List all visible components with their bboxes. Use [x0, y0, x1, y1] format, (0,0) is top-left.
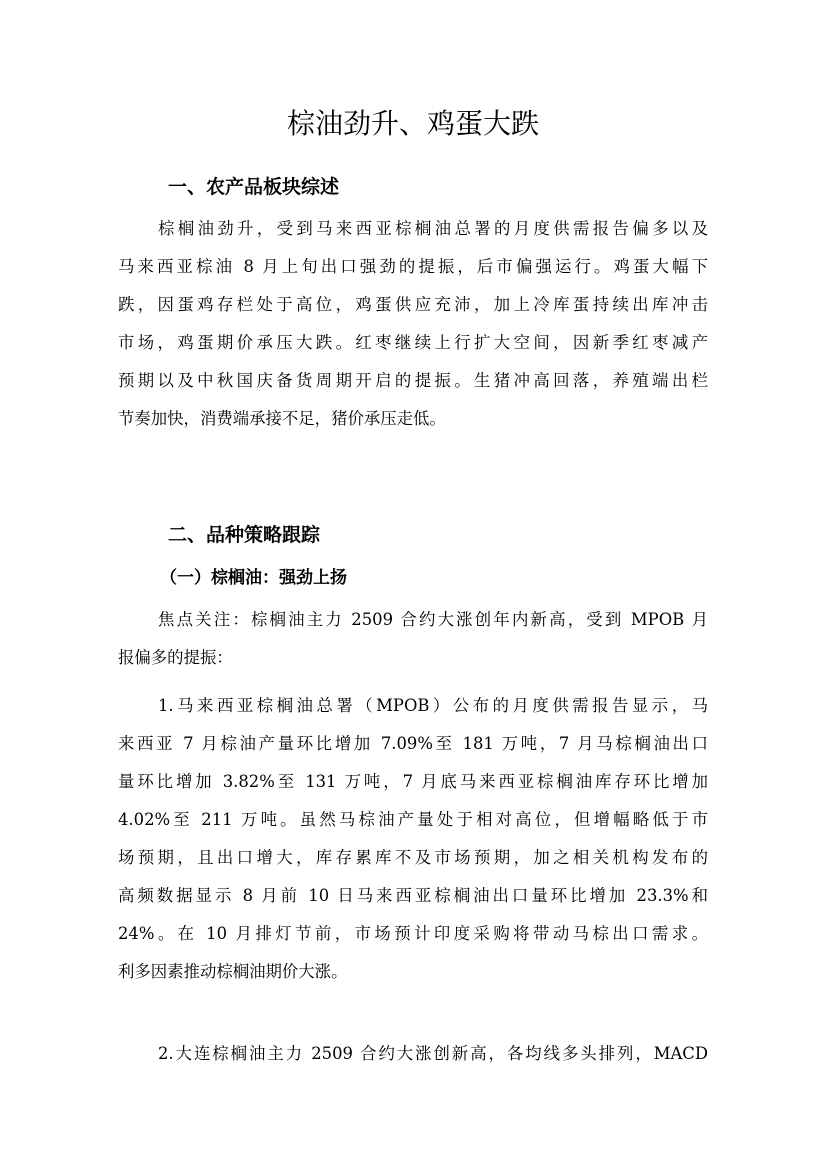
paragraph-line: 马来西亚棕油 8 月上旬出口强劲的提振，后市偏强运行。鸡蛋大幅下 — [118, 257, 708, 276]
paragraph-line: 24%。在 10 月排灯节前，市场预计印度采购将带动马棕出口需求。 — [118, 924, 708, 943]
paragraph-line: 4.02%至 211 万吨。虽然马棕油产量处于相对高位，但增幅略低于市 — [118, 810, 708, 829]
paragraph-line: 跌，因蛋鸡存栏处于高位，鸡蛋供应充沛，加上冷库蛋持续出库冲击 — [118, 295, 708, 314]
paragraph-line: 预期以及中秋国庆备货周期开启的提振。生猪冲高回落，养殖端出栏 — [118, 371, 708, 390]
paragraph-line: 量环比增加 3.82%至 131 万吨，7 月底马来西亚棕榈油库存环比增加 — [118, 772, 708, 791]
paragraph-line: 报偏多的提振： — [118, 648, 233, 667]
section-heading-strategy: 二、品种策略跟踪 — [168, 524, 321, 546]
focus-paragraph — [118, 601, 708, 677]
paragraph-line: 2.大连棕榈油主力 2509 合约大涨创新高，各均线多头排列，MACD — [158, 1044, 708, 1063]
paragraph-line: 棕榈油劲升，受到马来西亚棕榈油总署的月度供需报告偏多以及 — [158, 219, 708, 238]
document-title: 棕油劲升、鸡蛋大跌 — [286, 107, 539, 140]
paragraph-line: 利多因素推动棕榈油期价大涨。 — [118, 962, 348, 981]
paragraph-line: 来西亚 7 月棕油产量环比增加 7.09%至 181 万吨，7 月马棕榈油出口 — [118, 734, 708, 753]
point1-paragraph — [118, 687, 708, 991]
paragraph-line: 市场，鸡蛋期价承压大跌。红枣继续上行扩大空间，因新季红枣减产 — [118, 333, 708, 352]
paragraph-line: 1.马来西亚棕榈油总署（MPOB）公布的月度供需报告显示，马 — [158, 696, 708, 715]
paragraph-line: 焦点关注：棕榈油主力 2509 合约大涨创年内新高，受到 MPOB 月 — [158, 610, 708, 629]
paragraph-line: 高频数据显示 8 月前 10 日马来西亚棕榈油出口量环比增加 23.3%和 — [118, 886, 708, 905]
paragraph-line: 节奏加快，消费端承接不足，猪价承压走低。 — [118, 409, 446, 428]
point2-paragraph — [118, 1035, 708, 1073]
subsection-heading-palm-oil: （一）棕榈油：强劲上扬 — [160, 568, 347, 588]
overview-paragraph — [118, 210, 708, 438]
paragraph-line: 场预期，且出口增大，库存累库不及市场预期，加之相关机构发布的 — [118, 848, 708, 867]
section-heading-overview: 一、农产品板块综述 — [168, 176, 340, 198]
